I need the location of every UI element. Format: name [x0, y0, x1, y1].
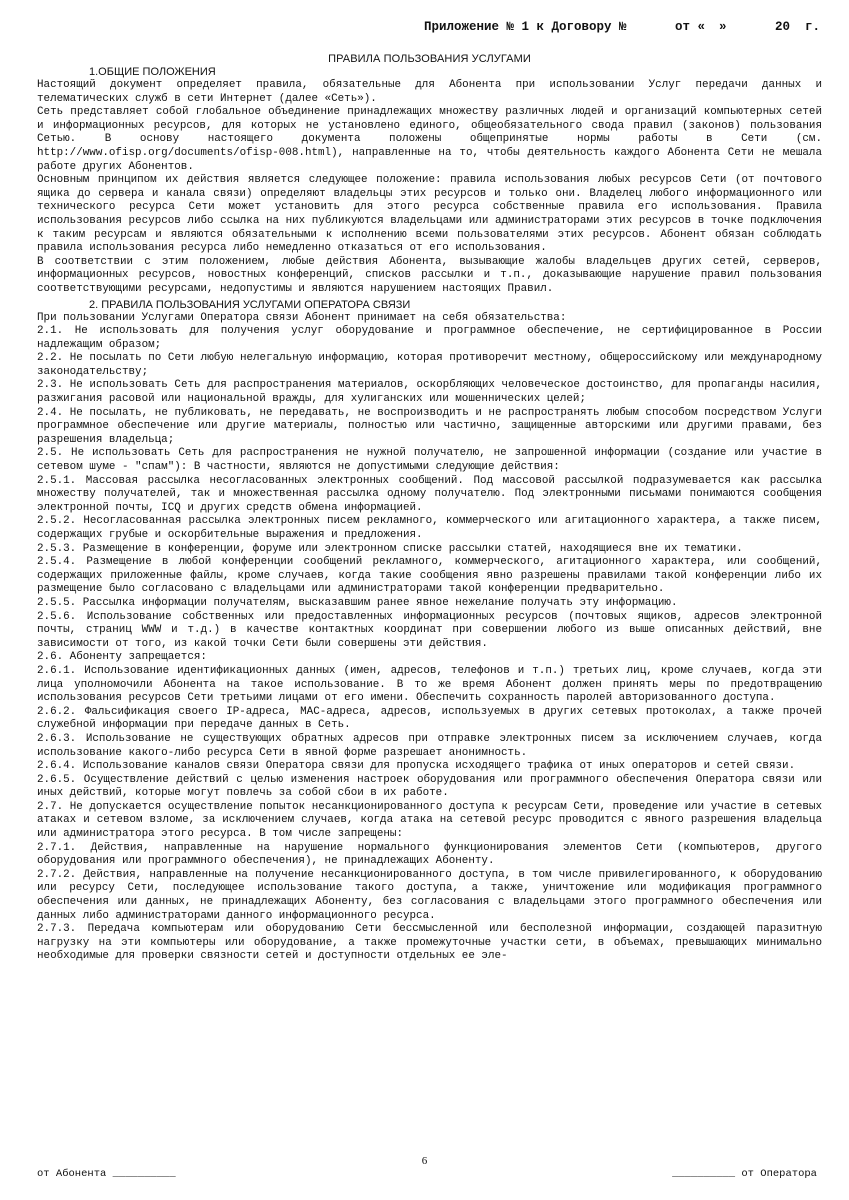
paragraph: Основным принципом их действия является следующее положение: правила использования любых ресурсов Сети (от почтового ящика до сервера и канала связи) определяют владельцы этих ресурсов и только они. Владелец любого информационного или технического ресурса Сети может установить для этого ресурса собственные правила его использования. Правила использования ресурсов либо ссылка на них публикуются владельцами или администраторами этих ресурсов в точке подключения к таким ресурсам и являются обязательными к исполнению всеми пользователями этих ресурсов. Абонент обязан соблюдать правила использования ресурса либо немедленно отказаться от его использования. — [37, 174, 822, 255]
date-from-label: от « — [675, 20, 706, 34]
paragraph: 2.6.5. Осуществление действий с целью изменения настроек оборудования или программного обеспечения Оператора связи или иных действий, которые могут повлечь за собой сбои в их работе. — [37, 773, 822, 800]
section-2-title: 2. ПРАВИЛА ПОЛЬЗОВАНИЯ УСЛУГАМИ ОПЕРАТОРА СВЯЗИ — [89, 298, 411, 311]
paragraph: 2.6. Абоненту запрещается: — [37, 651, 207, 664]
paragraph: 2.6.4. Использование каналов связи Оператора связи для пропуска исходящего трафика от иных операторов и сетей связи. — [37, 760, 796, 773]
date-close-quote: » — [719, 20, 727, 34]
year-label: 20 г. — [775, 20, 821, 34]
paragraph: 2.7. Не допускается осуществление попыток несанкционированного доступа к ресурсам Сети, проведение или участие в сетевых атаках и сетевом взломе, за исключением случаев, когда атака на сетевой ресурс проводится с явного разрешения владельца или администратора этого ресурса. В том числе запрещены: — [37, 800, 822, 841]
appendix-header — [37, 20, 822, 36]
section-1-title: 1.ОБЩИЕ ПОЛОЖЕНИЯ — [89, 66, 216, 78]
section-1-body — [37, 79, 822, 297]
paragraph: 2.6.2. Фальсификация своего IP-адреса, MAC-адреса, адресов, используемых в других сетевых протоколах, а также прочей служебной информации при передаче данных в Сеть. — [37, 705, 822, 732]
page-number: 6 — [421, 1155, 428, 1167]
subscriber-signature: от Абонента __________ — [37, 1168, 176, 1180]
document-title: ПРАВИЛА ПОЛЬЗОВАНИЯ УСЛУГАМИ — [328, 53, 531, 65]
paragraph: 2.1. Не использовать для получения услуг оборудование и программное обеспечение, не сертифицированное в России надлежащим образом; — [37, 325, 822, 351]
appendix-label: Приложение № 1 к Договору № — [424, 20, 627, 34]
paragraph: 2.5.6. Использование собственных или предоставленных информационных ресурсов (почтовых ящиков, адресов электронной почты, страниц WWW и т.д.) в качестве контактных координат при совершении любого из выше описанных действий, вне зависимости от того, из какой точки Сети были совершены эти действия. — [37, 610, 822, 650]
paragraph: Сеть представляет собой глобальное объединение принадлежащих множеству различных людей и организаций компьютерных сетей и информационных ресурсов, для которых не установлено единого, общеобязательного свода правил (законов) пользования Сетью. В основу настоящего документа положены общепринятые нормы работы в Сети (см. http://www.ofisp.org/documents/ofisp-008.html), направленные на то, чтобы деятельность каждого Абонента Сети не мешала работе других Абонентов. — [37, 106, 822, 173]
paragraph: 2.5.4. Размещение в любой конференции сообщений рекламного, коммерческого, агитационного характера, или сообщений, содержащих приложенные файлы, кроме случаев, когда такие сообщения явно разрешены правилами такой конференции либо их размещение было согласовано с владельцами или администраторами такой конференции предварительно. — [37, 556, 822, 596]
paragraph: При пользовании Услугами Оператора связи Абонент принимает на себя обязательства: — [37, 311, 567, 324]
paragraph: 2.5. Не использовать Сеть для распространения не нужной получателю, не запрошенной информации (создание или участие в сетевом шуме - "спам"): В частности, являются не допустимыми следующие действия: — [37, 447, 822, 474]
paragraph: 2.5.1. Массовая рассылка несогласованных электронных сообщений. Под массовой рассылкой подразумевается как рассылка множеству получателей, так и множественная рассылка одному получателю. Под электронными письмами понимаются сообщения электронной почты, ICQ и других средств обмена информацией. — [37, 474, 822, 514]
section-2-body — [37, 312, 822, 965]
paragraph: 2.5.3. Размещение в конференции, форуме или электронном списке рассылки статей, находящиеся вне их тематики. — [37, 542, 743, 555]
paragraph: 2.7.2. Действия, направленные на получение несанкционированного доступа, в том числе привилегированного, к оборудованию или ресурсу Сети, последующее использование такого доступа, а также, уничтожение или модификация программного обеспечения или данных, не принадлежащих Абоненту, без согласования с владельцами этого программного обеспечения или данных либо администраторами данного информационного ресурса. — [37, 868, 822, 922]
document-page — [37, 20, 822, 964]
paragraph: 2.3. Не использовать Сеть для распространения материалов, оскорбляющих человеческое достоинство, для пропаганды насилия, разжигания расовой или национальной вражды, для хулиганских или мошеннических целей; — [37, 379, 822, 406]
paragraph: 2.2. Не посылать по Сети любую нелегальную информацию, которая противоречит местному, общероссийскому или международному законодательству; — [37, 352, 822, 378]
paragraph: 2.4. Не посылать, не публиковать, не передавать, не воспроизводить и не распространять любым способом посредством Услуги программное обеспечение или другие материалы, полностью или частично, защищенные авторскими или другими правами, без разрешения владельца; — [37, 406, 822, 446]
paragraph: 2.7.1. Действия, направленные на нарушение нормального функционирования элементов Сети (компьютеров, другого оборудования или программного обеспечения), не принадлежащих Абоненту. — [37, 841, 822, 868]
paragraph: 2.6.3. Использование не существующих обратных адресов при отправке электронных писем за исключением случаев, когда использование какого-либо ресурса Сети в явной форме разрешает анонимность. — [37, 732, 822, 759]
paragraph: В соответствии с этим положением, любые действия Абонента, вызывающие жалобы владельцев других сетей, серверов, информационных ресурсов, новостных конференций, списков рассылки и т.п., доказывающие нарушение правил пользования соответствующими ресурсами, недопустимы и являются нарушением настоящих Правил. — [37, 255, 822, 295]
paragraph: Настоящий документ определяет правила, обязательные для Абонента при использовании Услуг передачи данных и телематических служб в сети Интернет (далее «Сеть»). — [37, 79, 822, 105]
paragraph: 2.7.3. Передача компьютерам или оборудованию Сети бессмысленной или бесполезной информации, создающей паразитную нагрузку на эти компьютеры или оборудование, а также промежуточные участки сети, в объемах, превышающих минимально необходимые для проверки связности сетей и доступности отдельных ее эле- — [37, 923, 822, 963]
operator-signature: __________ от Оператора — [672, 1168, 817, 1180]
paragraph: 2.5.5. Рассылка информации получателям, высказавшим ранее явное нежелание получать эту информацию. — [37, 596, 678, 609]
paragraph: 2.5.2. Несогласованная рассылка электронных писем рекламного, коммерческого или агитационного характера, а также писем, содержащих грубые и оскорбительные выражения и предложения. — [37, 515, 822, 541]
paragraph: 2.6.1. Использование идентификационных данных (имен, адресов, телефонов и т.п.) третьих лиц, кроме случаев, когда эти лица уполномочили Абонента на такое использование. В то же время Абонент должен принять меры по предотвращению использования ресурсов Сети третьими лицами от его имени. Обеспечить сохранность паролей авторизованного доступа. — [37, 664, 822, 705]
